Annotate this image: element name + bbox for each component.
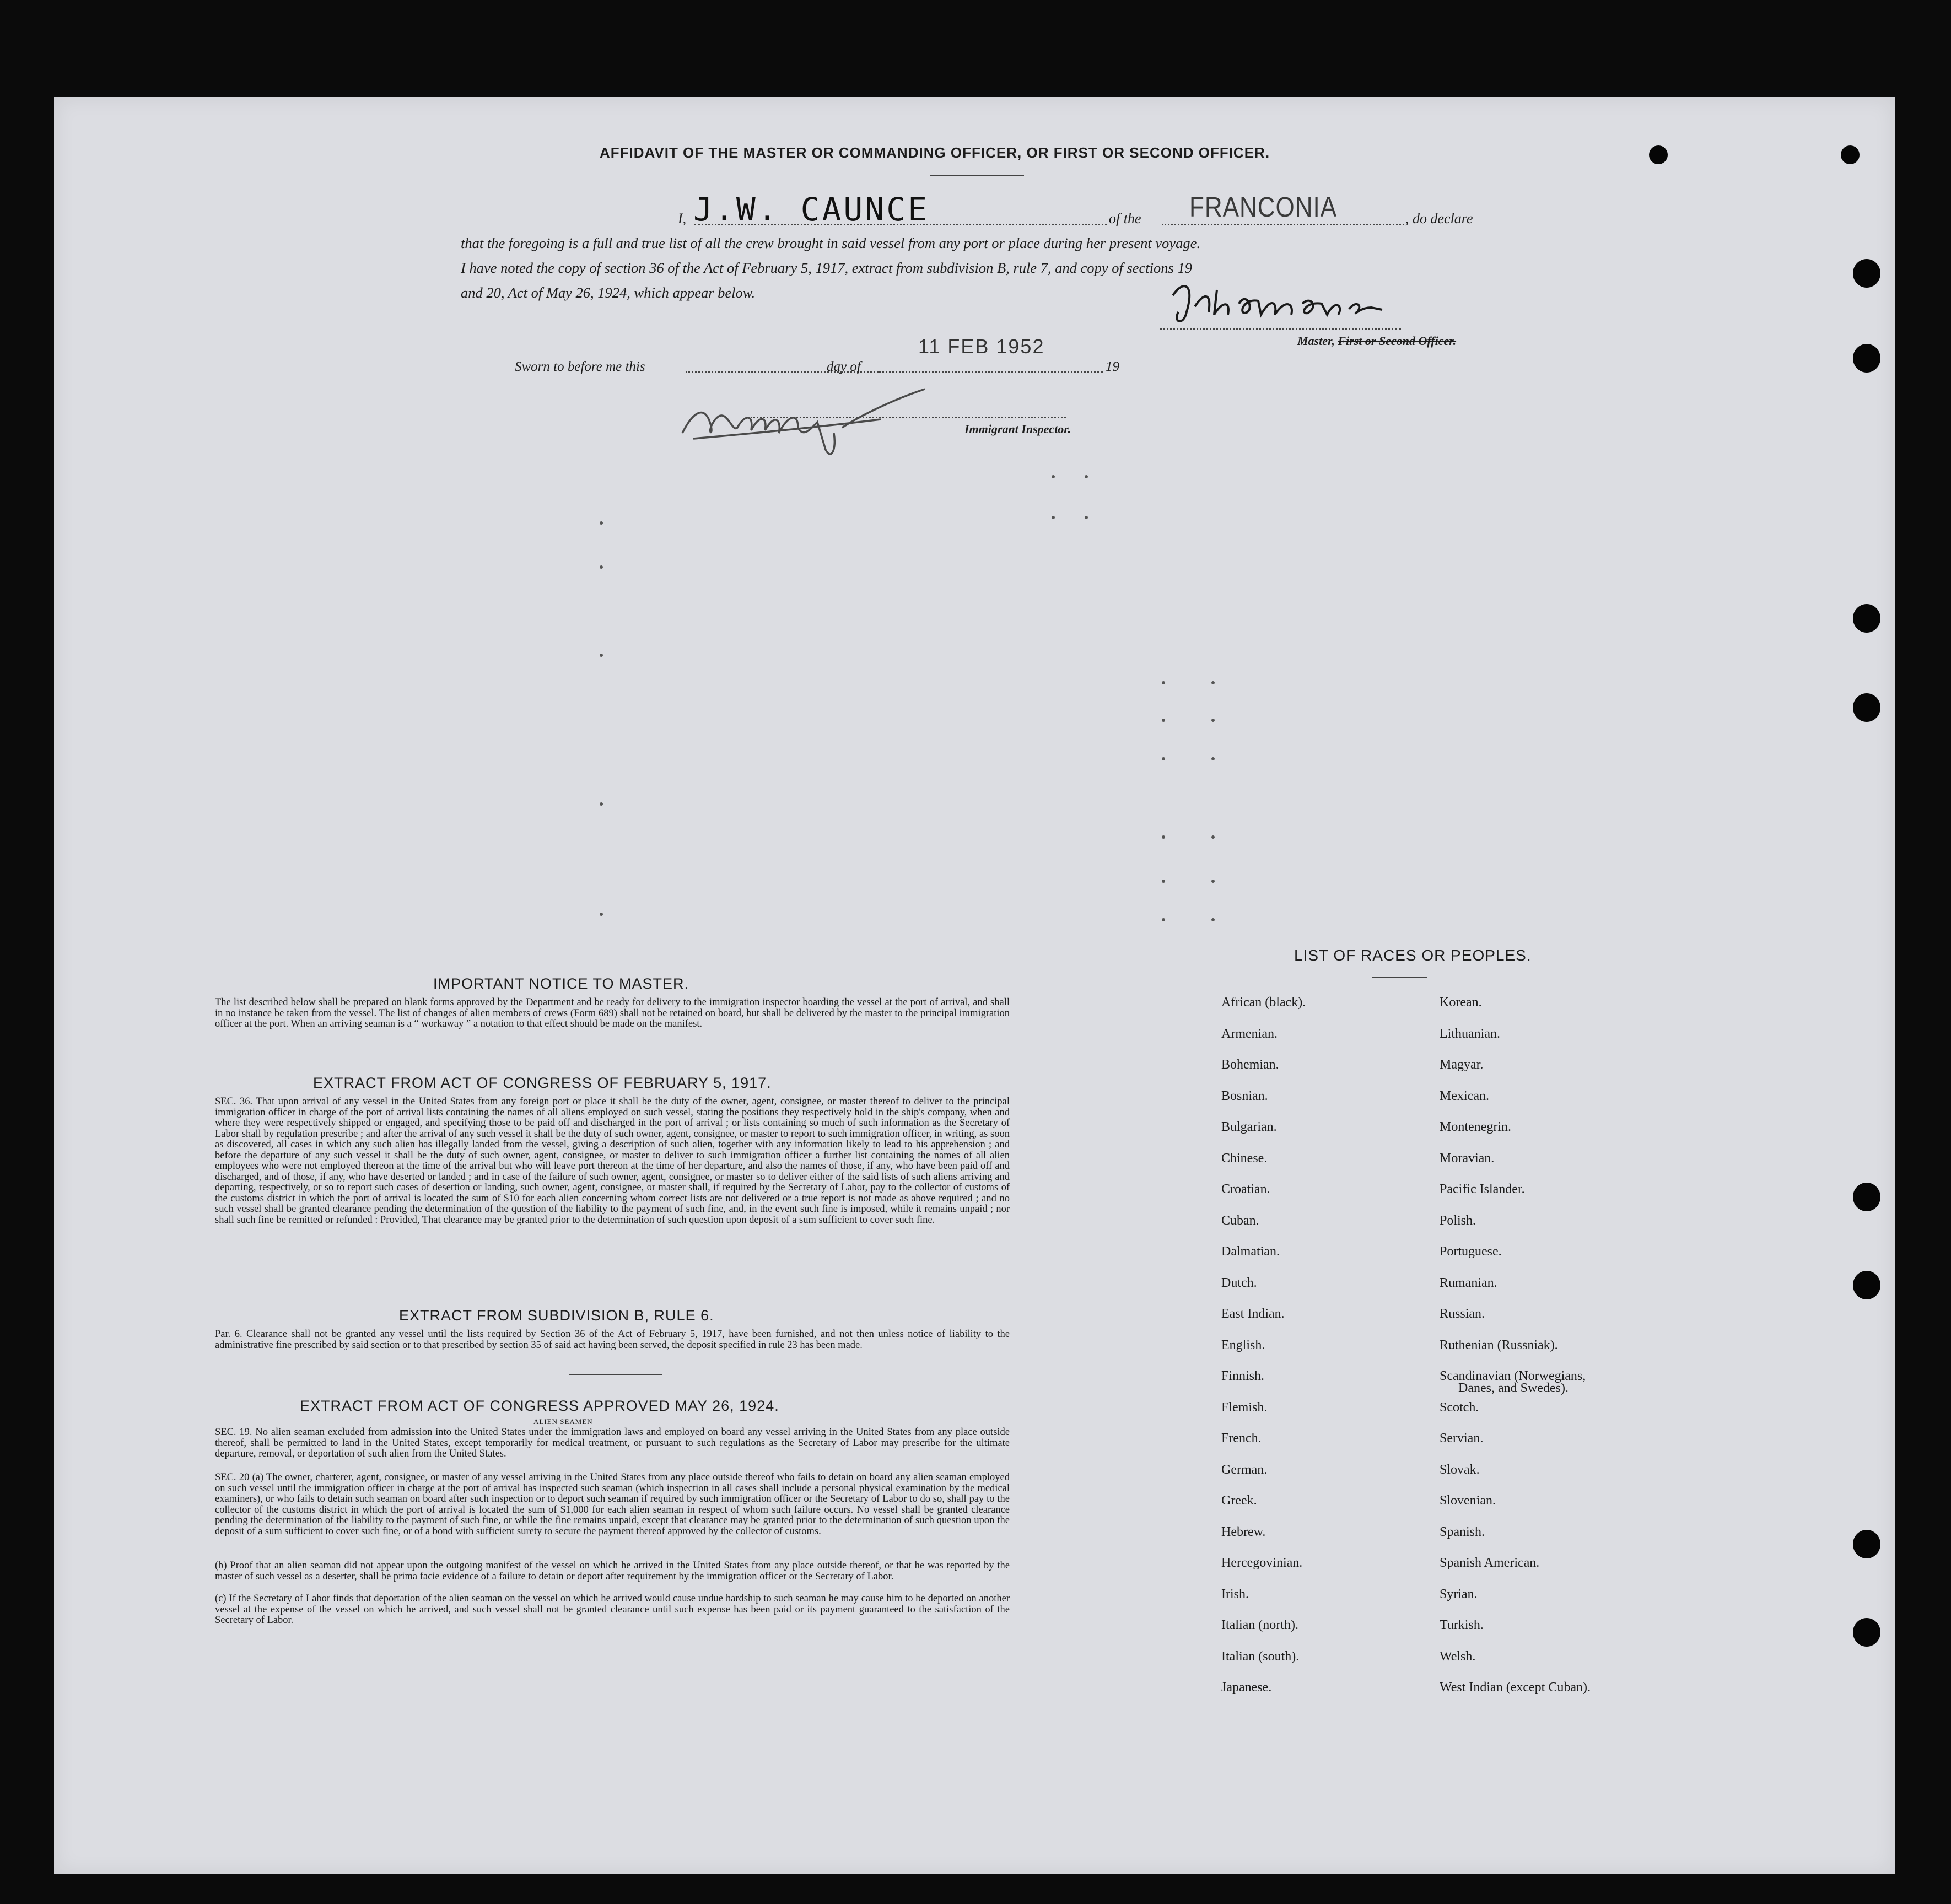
- binder-hole: [1853, 1618, 1880, 1647]
- inspector-signature-line: [751, 417, 1066, 418]
- master-signature-line: [1160, 328, 1401, 330]
- race-entry: East Indian.: [1221, 1307, 1285, 1321]
- race-entry: Mexican.: [1440, 1088, 1489, 1103]
- race-entry: Polish.: [1440, 1213, 1476, 1228]
- heading-rule: [930, 175, 1024, 176]
- binder-hole: [1853, 1183, 1880, 1211]
- show-through-mark: [600, 913, 603, 916]
- show-through-mark: [1162, 880, 1165, 883]
- race-entry: Ruthenian (Russniak).: [1440, 1337, 1558, 1352]
- race-entry: Servian.: [1440, 1431, 1484, 1445]
- extract-1924-heading: EXTRACT FROM ACT OF CONGRESS APPROVED MAY 26, 1924.: [300, 1398, 779, 1414]
- binder-hole: [1853, 693, 1880, 722]
- race-entry: Japanese.: [1221, 1680, 1272, 1695]
- vessel-blank-line: [1162, 224, 1404, 225]
- show-through-mark: [1211, 835, 1215, 839]
- race-entry: Greek.: [1221, 1493, 1257, 1508]
- race-entry: Syrian.: [1440, 1587, 1478, 1601]
- year-prefix: 19: [1106, 359, 1119, 374]
- extract-1924-sec20c: (c) If the Secretary of Labor finds that deportation of the alien seaman on the vessel on which he arrived would cause undue hardship to such seaman he may cause him to be deported on another vessel at the expense of the vessel on which he arrived, and such vessel shall not be granted clearance until such expense has been paid or its payment guaranteed to the satisfaction of the Secretary of Labor.: [215, 1593, 1010, 1626]
- show-through-mark: [600, 654, 603, 657]
- race-entry: Dutch.: [1221, 1275, 1257, 1290]
- race-entry: German.: [1221, 1462, 1268, 1477]
- race-entry: Hebrew.: [1221, 1524, 1266, 1539]
- race-entry: Chinese.: [1221, 1151, 1268, 1166]
- race-entry: Scandinavian (Norwegians,: [1440, 1369, 1586, 1383]
- show-through-mark: [1211, 681, 1215, 684]
- race-entry: Korean.: [1440, 995, 1482, 1010]
- show-through-mark: [1085, 516, 1088, 519]
- sworn-label: Sworn to before me this: [515, 359, 645, 374]
- race-entry: Rumanian.: [1440, 1275, 1497, 1290]
- race-entry: Bohemian.: [1221, 1058, 1279, 1072]
- show-through-mark: [1211, 880, 1215, 883]
- races-right-continuation: Danes, and Swedes).: [1458, 1381, 1569, 1395]
- declaration-line-2: I have noted the copy of section 36 of the Act of February 5, 1917, extract from subdivision B, rule 7, and copy of sections 19: [461, 260, 1192, 276]
- binder-hole: [1853, 604, 1880, 633]
- notice-heading: IMPORTANT NOTICE TO MASTER.: [433, 975, 689, 992]
- race-entry: Italian (south).: [1221, 1649, 1300, 1664]
- race-entry: Cuban.: [1221, 1213, 1259, 1228]
- do-declare-label: , do declare: [1405, 211, 1473, 226]
- alien-seamen-subheading: ALIEN SEAMEN: [533, 1417, 593, 1426]
- show-through-mark: [1211, 918, 1215, 921]
- race-entry: Moravian.: [1440, 1151, 1495, 1166]
- show-through-mark: [1162, 719, 1165, 722]
- race-entry: Spanish.: [1440, 1524, 1485, 1539]
- show-through-mark: [1162, 835, 1165, 839]
- race-entry: Magyar.: [1440, 1058, 1484, 1072]
- affidavit-heading: AFFIDAVIT OF THE MASTER OR COMMANDING OFFICER, OR FIRST OR SECOND OFFICER.: [600, 144, 1270, 161]
- subdivision-b-text: Par. 6. Clearance shall not be granted any vessel until the lists required by Section 36 of the Act of February 5, 1917, have been furnished, and not then unless notice of liability to the administrative fine prescribed by said section or to that prescribed by section 35 of said act having been served, the deposit specified in rule 23 has been made.: [215, 1329, 1010, 1351]
- show-through-mark: [600, 521, 603, 525]
- race-entry: Finnish.: [1221, 1369, 1265, 1383]
- race-entry: Slovak.: [1440, 1462, 1480, 1477]
- master-signature: [1162, 273, 1470, 334]
- show-through-mark: [1211, 719, 1215, 722]
- races-heading: LIST OF RACES OR PEOPLES.: [1294, 947, 1532, 964]
- race-entry: Bosnian.: [1221, 1088, 1268, 1103]
- race-entry: Welsh.: [1440, 1649, 1476, 1664]
- master-title-label: Master,: [1297, 334, 1335, 348]
- show-through-mark: [1162, 918, 1165, 921]
- race-entry: Slovenian.: [1440, 1493, 1496, 1508]
- binder-hole: [1853, 344, 1880, 373]
- race-entry: Portuguese.: [1440, 1244, 1502, 1259]
- master-title: [1297, 334, 1456, 348]
- show-through-mark: [600, 802, 603, 806]
- race-entry: Dalmatian.: [1221, 1244, 1280, 1259]
- day-of-label: day of: [827, 359, 861, 374]
- show-through-mark: [1052, 516, 1055, 519]
- section-rule: [569, 1374, 662, 1375]
- race-entry: Bulgarian.: [1221, 1120, 1277, 1134]
- notice-text: The list described below shall be prepared on blank forms approved by the Department and be ready for delivery to the immigration inspector boarding the vessel at the port of arrival, and shall in no instance be taken from the vessel. The list of changes of alien members of crews (Form 689) shall not be retained on board, but shall be delivered by the master to the principal immigration officer at the port. When an arriving seaman is a “ workaway ” a notation to that effect should be made on the manifest.: [215, 997, 1010, 1029]
- extract-1917-text: SEC. 36. That upon arrival of any vessel in the United States from any foreign port or place it shall be the duty of the owner, agent, consignee, or master thereof to deliver to the principal immigration officer in charge of the port of arrival lists containing the names of all aliens employed on such vessel, stating the positions they respectively hold in the ship's company, when and where they were respectively shipped or engaged, and specifying those to be paid off and discharged in the port of arrival ; or lists containing so much of such information as the Secretary of Labor shall by regulation prescribe ; and after the arrival of any such vessel it shall be the duty of such owner, agent, consignee, or master to report to such immigration officer, in writing, as soon as discovered, all cases in which any such alien has illegally landed from the vessel, giving a description of such alien, together with any information likely to lead to his apprehension ; and before the departure of any such vessel it shall be the duty of such owner, agent, consignee, or master to deliver to such immigration officer a further list containing the names of all alien employees who were not employed thereon at the time of the arrival but who will leave port thereon at the time of her departure, and also the names of those, if any, who have been paid off and discharged, and of those, if any, who have deserted or landed ; and in case of the failure of such owner, agent, consignee, or master so to deliver either of the said lists of such aliens arriving and departing, respectively, or so to report such cases of desertion or landing, such owner, agent, consignee, or master shall, if required by the Secretary of Labor, pay to the collector of customs of the customs district in which the port of arrival is located the sum of $10 for each alien concerning whom correct lists are not delivered or a true report is not made as above required ; and no such vessel shall be granted clearance pending the determination of the question of the liability to the payment of such fine, and, in the event such fine is imposed, while it remains unpaid ; nor shall such fine be remitted or refunded : Provided, That clearance may be granted prior to the determination of such question upon deposit of a sum sufficient to cover such fine.: [215, 1096, 1010, 1226]
- date-stamp: 11 FEB 1952: [918, 335, 1045, 358]
- edge-punch: [1841, 145, 1860, 164]
- extract-1917-heading: EXTRACT FROM ACT OF CONGRESS OF FEBRUARY 5, 1917.: [313, 1075, 772, 1091]
- struck-officer-title: First or Second Officer.: [1338, 334, 1457, 348]
- race-entry: Lithuanian.: [1440, 1026, 1500, 1041]
- extract-1924-sec20b: (b) Proof that an alien seaman did not appear upon the outgoing manifest of the vessel on which he arrived in the United States from any place outside thereof, or that he was reported by the master of such vessel as a deserter, shall be prima facie evidence of a failure to detain or deport after requirement by the immigration officer or the Secretary of Labor.: [215, 1560, 1010, 1582]
- race-entry: Flemish.: [1221, 1400, 1268, 1415]
- race-entry: Montenegrin.: [1440, 1120, 1511, 1134]
- pronoun-label: I,: [678, 211, 687, 226]
- document-sheet: [54, 97, 1895, 1874]
- race-entry: Croatian.: [1221, 1182, 1270, 1196]
- master-name-handwritten: J.W. CAUNCE: [693, 191, 930, 228]
- vessel-name-stamp: FRANCONIA: [1189, 192, 1338, 223]
- show-through-mark: [1085, 475, 1088, 478]
- subdivision-b-heading: EXTRACT FROM SUBDIVISION B, RULE 6.: [399, 1307, 714, 1324]
- race-entry: French.: [1221, 1431, 1262, 1445]
- binder-hole: [1853, 1530, 1880, 1558]
- race-entry: Armenian.: [1221, 1026, 1278, 1041]
- race-entry: African (black).: [1221, 995, 1306, 1010]
- race-entry: Irish.: [1221, 1587, 1249, 1601]
- edge-punch: [1649, 145, 1668, 164]
- inspector-label: Immigrant Inspector.: [964, 422, 1071, 436]
- race-entry: Italian (north).: [1221, 1618, 1298, 1632]
- show-through-mark: [1052, 475, 1055, 478]
- race-entry: English.: [1221, 1337, 1265, 1352]
- race-entry: Pacific Islander.: [1440, 1182, 1525, 1196]
- binder-hole: [1853, 1271, 1880, 1299]
- race-entry: Scotch.: [1440, 1400, 1479, 1415]
- of-the-label: of the: [1109, 211, 1141, 226]
- extract-1924-sec20a: SEC. 20 (a) The owner, charterer, agent, consignee, or master of any vessel arriving in the United States from any place outside thereof who fails to detain on board any alien seaman employed on such vessel until the immigration officer in charge at the port of arrival has inspected such seaman (which inspection in all cases shall include a personal physical examination by the medical examiners), or who fails to detain such seaman on board after such inspection or to deport such seaman if required by such immigration officer or the Secretary of Labor to do so, shall pay to the collector of the customs district in which the port of arrival is located the sum of $1,000 for each alien seaman in respect of whom such failure occurs. No vessel shall be granted clearance pending the determination of the liability to the payment of such fine, or while the fine remains unpaid, except that clearance may be granted prior to the determination of such question upon the deposit of a sum sufficient to cover such fine, or of a bond with sufficient surety to secure the payment thereof approved by the collector of customs.: [215, 1472, 1010, 1537]
- show-through-mark: [1211, 757, 1215, 760]
- binder-hole: [1853, 259, 1880, 288]
- race-entry: Hercegovinian.: [1221, 1556, 1303, 1570]
- race-entry: Russian.: [1440, 1307, 1485, 1321]
- race-entry: Spanish American.: [1440, 1556, 1540, 1570]
- show-through-mark: [600, 565, 603, 569]
- show-through-mark: [1162, 681, 1165, 684]
- extract-1924-sec19: SEC. 19. No alien seaman excluded from admission into the United States under the immigration laws and employed on board any vessel arriving in the United States from any place outside thereof, shall be permitted to land in the United States, except temporarily for medical treatment, or pursuant to such regulations as the Secretary of Labor may prescribe for the ultimate departure, removal, or deportation of such alien from the United States.: [215, 1427, 1010, 1459]
- race-entry: West Indian (except Cuban).: [1440, 1680, 1591, 1695]
- declaration-line-3: and 20, Act of May 26, 1924, which appear below.: [461, 284, 756, 301]
- declaration-line-1: that the foregoing is a full and true list of all the crew brought in said vessel from any port or place during her present voyage.: [461, 235, 1201, 251]
- races-heading-rule: [1372, 977, 1427, 978]
- show-through-mark: [1162, 757, 1165, 760]
- race-entry: Turkish.: [1440, 1618, 1484, 1632]
